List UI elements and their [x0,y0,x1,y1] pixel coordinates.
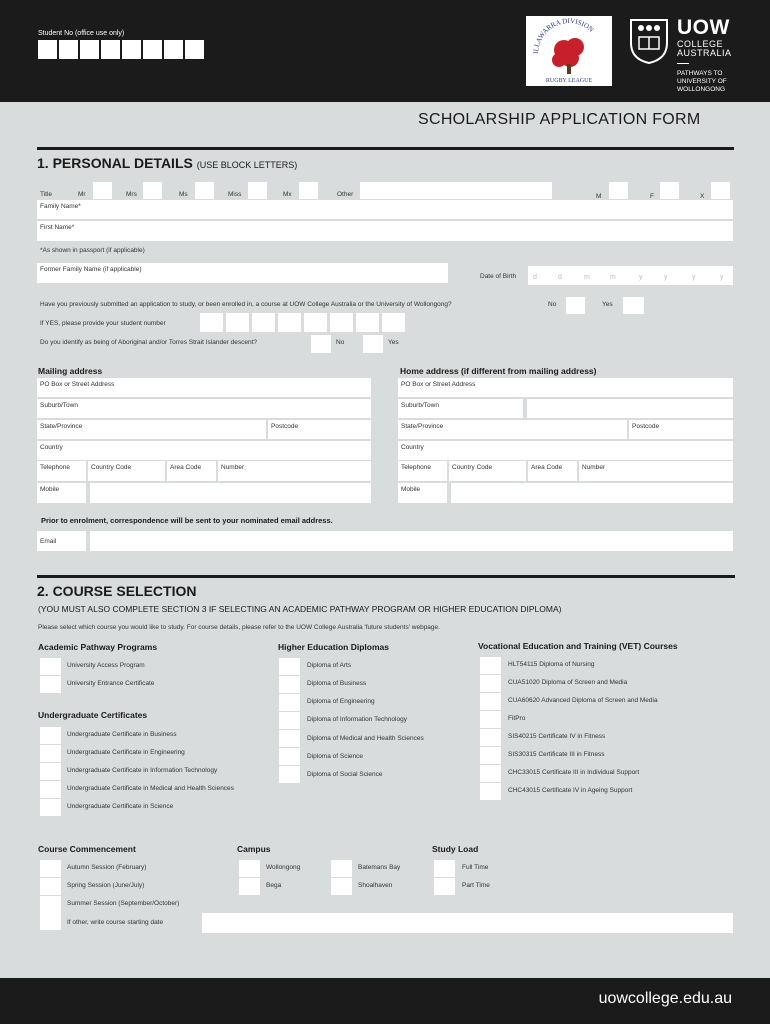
email-note: Prior to enrolment, correspondence will be sent to your nominated email address. [41,516,333,525]
section1-rule [37,147,734,150]
he-checkbox-3[interactable] [279,694,300,711]
vet-heading: Vocational Education and Training (VET) Courses [478,641,678,651]
commence-checkbox-3[interactable] [40,896,61,913]
uow-australia: AUSTRALIA [677,48,732,58]
academic-checkbox-2[interactable] [40,676,61,693]
mailing-area-code-field[interactable]: Area Code [167,461,216,481]
mailing-number-field[interactable]: Number [218,461,371,481]
title-miss-label: Miss [228,191,242,198]
commence-label-4: If other, write course starting date [67,919,164,926]
former-name-field[interactable]: Former Family Name (if applicable) [37,263,448,283]
commence-checkbox-2[interactable] [40,878,61,895]
header-band [0,0,770,102]
he-heading: Higher Education Diplomas [278,642,389,652]
load-checkbox-full-time[interactable] [434,860,455,877]
uow-wordmark: UOW [677,16,730,39]
title-mr-label: Mr [78,191,86,198]
study-load-heading: Study Load [432,844,479,854]
mailing-telephone-label: Telephone [37,461,86,481]
title-other-label: Other [337,191,354,198]
campus-label-bega: Bega [266,882,282,889]
campus-checkbox-bega[interactable] [239,878,260,895]
home-mobile-field[interactable] [451,483,733,503]
vet-label-4: FitPro [508,715,526,722]
aboriginal-question: Do you identify as being of Aboriginal and/or Torres Strait Islander descent? [40,339,258,346]
home-number-field[interactable]: Number [579,461,733,481]
title-other-input[interactable] [360,182,552,199]
gender-m-checkbox[interactable] [609,182,628,199]
academic-checkbox-1[interactable] [40,658,61,675]
aboriginal-no-label: No [336,339,345,346]
previous-yes-label: Yes [602,301,613,308]
form-title: SCHOLARSHIP APPLICATION FORM [418,111,701,128]
gender-x-checkbox[interactable] [711,182,730,199]
campus-label-shoalhaven: Shoalhaven [358,882,393,889]
mailing-country-field[interactable]: Country [37,441,371,460]
illawarra-rugby-league-logo [526,16,612,86]
he-label-5: Diploma of Medical and Health Sciences [307,735,424,742]
he-checkbox-6[interactable] [279,748,300,765]
vet-checkbox-6[interactable] [480,747,501,764]
student-no-label: Student No (office use only) [38,30,125,37]
student-number-question: If YES, please provide your student number [40,320,166,327]
aboriginal-yes-label: Yes [388,339,399,346]
vet-checkbox-4[interactable] [480,711,501,728]
campus-checkbox-wollongong[interactable] [239,860,260,877]
email-label: Email [37,531,86,551]
campus-checkbox-batemans-bay[interactable] [331,860,352,877]
ug-label-3: Undergraduate Certificate in Information Technology [67,767,218,774]
he-label-3: Diploma of Engineering [307,698,375,705]
title-mrs-checkbox[interactable] [143,182,162,199]
home-area-code-field[interactable]: Area Code [528,461,577,481]
previous-no-label: No [548,301,557,308]
he-label-6: Diploma of Science [307,753,363,760]
commence-checkbox-4[interactable] [40,913,61,930]
aboriginal-no-checkbox[interactable] [311,335,331,353]
he-label-1: Diploma of Arts [307,662,352,669]
academic-label-2: University Entrance Certificate [67,680,155,687]
dob-label: Date of Birth [480,273,517,280]
he-label-4: Diploma of Information Technology [307,716,407,723]
vet-label-5: SIS40215 Certificate IV in Fitness [508,733,606,740]
ug-checkbox-4[interactable] [40,781,61,798]
he-label-2: Diploma of Business [307,680,367,687]
section2-subheading: (YOU MUST ALSO COMPLETE SECTION 3 IF SELECTING AN ACADEMIC PATHWAY PROGRAM OR HIGHER EDUCATION DIPLOMA) [38,604,562,614]
section2-rule [37,575,735,578]
mailing-state-field[interactable]: State/Province [37,420,266,439]
he-checkbox-5[interactable] [279,730,300,747]
home-address-heading: Home address (if different from mailing address) [400,366,597,376]
campus-checkbox-shoalhaven[interactable] [331,878,352,895]
ug-label-5: Undergraduate Certificate in Science [67,803,174,810]
academic-heading: Academic Pathway Programs [38,642,158,652]
ug-heading: Undergraduate Certificates [38,710,148,720]
logo1-bottom-text: RUGBY LEAGUE [545,78,593,84]
passport-note: *As shown in passport (if applicable) [40,247,145,254]
vet-checkbox-3[interactable] [480,693,501,710]
section2-heading: 2. COURSE SELECTION [37,583,197,599]
title-mr-checkbox[interactable] [93,182,112,199]
campus-label-batemans-bay: Batemans Bay [358,864,401,871]
logo1-arc-text: ILLAWARRA DIVISION [531,16,596,55]
vet-label-2: CUA51020 Diploma of Screen and Media [508,679,628,686]
home-postcode-field[interactable]: Postcode [629,420,733,439]
title-miss-checkbox[interactable] [248,182,267,199]
uow-pathways: PATHWAYS TO UNIVERSITY OF WOLLONGONG [677,70,727,93]
home-country-field[interactable]: Country [398,441,733,460]
commence-label-1: Autumn Session (February) [67,864,147,871]
load-label-full-time: Full Time [462,864,489,871]
title-mx-label: Mx [283,191,292,198]
footer-url[interactable]: uowcollege.edu.au [598,990,732,1007]
aboriginal-yes-checkbox[interactable] [363,335,383,353]
vet-checkbox-7[interactable] [480,765,501,782]
ug-checkbox-5[interactable] [40,799,61,816]
ug-checkbox-1[interactable] [40,727,61,744]
load-label-part-time: Part Time [462,882,490,889]
email-field[interactable] [90,531,733,551]
uow-college: COLLEGE [677,39,724,49]
home-state-field[interactable]: State/Province [398,420,627,439]
vet-checkbox-5[interactable] [480,729,501,746]
mailing-mobile-field[interactable] [90,483,371,503]
mailing-mobile-label: Mobile [37,483,86,503]
title-mx-checkbox[interactable] [299,182,318,199]
mailing-country-code-field[interactable]: Country Code [88,461,165,481]
commence-label-3: Summer Session (September/October) [67,900,180,907]
he-checkbox-7[interactable] [279,766,300,783]
he-checkbox-2[interactable] [279,676,300,693]
commence-checkbox-1[interactable] [40,860,61,877]
home-telephone-label: Telephone [398,461,447,481]
vet-checkbox-1[interactable] [480,657,501,674]
commencement-heading: Course Commencement [38,844,136,854]
title-ms-checkbox[interactable] [195,182,214,199]
academic-label-1: University Access Program [67,662,145,669]
mailing-street-field[interactable]: PO Box or Street Address [37,378,371,397]
ug-checkbox-3[interactable] [40,763,61,780]
mailing-address-heading: Mailing address [38,366,103,376]
student-number-boxes[interactable] [200,313,405,332]
title-mrs-label: Mrs [126,191,137,198]
home-suburb-label: Suburb/Town [398,399,523,418]
family-name-field[interactable]: Family Name* [37,200,733,219]
ug-label-1: Undergraduate Certificate in Business [67,731,177,738]
campus-label-wollongong: Wollongong [266,864,301,871]
ug-checkbox-2[interactable] [40,745,61,762]
load-checkbox-part-time[interactable] [434,878,455,895]
ug-label-4: Undergraduate Certificate in Medical and Health Sciences [67,785,234,792]
commence-label-2: Spring Session (June/July) [67,882,145,889]
previous-yes-checkbox[interactable] [623,297,644,314]
vet-label-7: CHC33015 Certificate III in Individual Support [508,769,640,776]
he-checkbox-4[interactable] [279,712,300,729]
title-label: Title [40,191,53,198]
section1-heading: 1. PERSONAL DETAILS (USE BLOCK LETTERS) [37,155,298,171]
gender-x-label: X [700,193,705,200]
vet-label-1: HLT54115 Diploma of Nursing [508,661,595,668]
gender-f-checkbox[interactable] [660,182,679,199]
vet-label-6: SIS30315 Certificate III in Fitness [508,751,605,758]
gender-f-label: F [650,193,654,200]
campus-heading: Campus [237,844,271,854]
home-street-field[interactable]: PO Box or Street Address [398,378,733,397]
previous-no-checkbox[interactable] [566,297,585,314]
ug-label-2: Undergraduate Certificate in Engineering [67,749,185,756]
home-suburb-field[interactable] [527,399,733,418]
footer-band [0,978,770,1024]
home-mobile-label: Mobile [398,483,447,503]
vet-checkbox-8[interactable] [480,783,501,800]
uow-shield-icon [628,17,670,65]
mailing-postcode-field[interactable]: Postcode [268,420,371,439]
vet-label-3: CUA60620 Advanced Diploma of Screen and Media [508,697,658,704]
mailing-suburb-field[interactable]: Suburb/Town [37,399,371,418]
vet-checkbox-2[interactable] [480,675,501,692]
other-start-date-input[interactable] [202,913,733,933]
student-no-boxes[interactable] [37,39,205,60]
gender-m-label: M [596,193,602,200]
title-ms-label: Ms [179,191,188,198]
he-checkbox-1[interactable] [279,658,300,675]
home-country-code-field[interactable]: Country Code [449,461,526,481]
dob-field[interactable]: d d m m y y y y [528,266,733,285]
section2-instructions: Please select which course you would like to study. For course details, please refer to the UOW College Australia 'future students' webpage. [38,624,440,631]
previous-application-question: Have you previously submitted an application to study, or been enrolled in, a course at UOW College Australia or the University of Wollongong? [40,301,452,308]
he-label-7: Diploma of Social Science [307,771,383,778]
first-name-field[interactable]: First Name* [37,221,733,241]
vet-label-8: CHC43015 Certificate IV in Ageing Support [508,787,633,794]
